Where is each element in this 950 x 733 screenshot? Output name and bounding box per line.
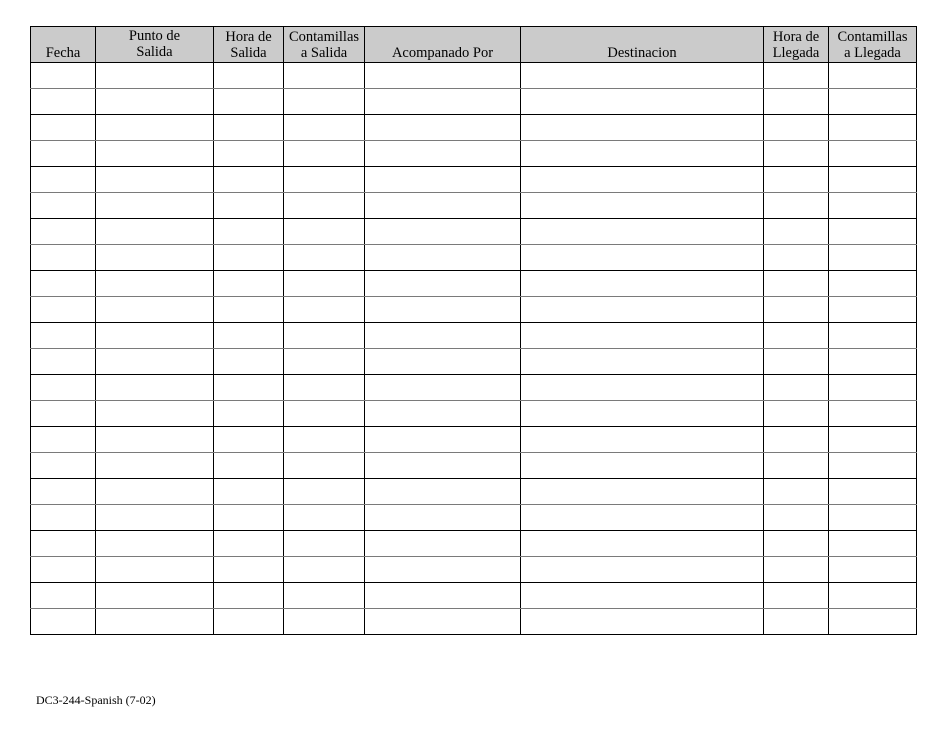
column-header-acompanado-por: Acompanado Por xyxy=(365,27,521,63)
entry-cell-fecha[interactable] xyxy=(31,297,96,323)
entry-cell-contamillas-llegada[interactable] xyxy=(829,271,917,297)
entry-cell-contamillas-salida[interactable] xyxy=(284,505,365,531)
entry-cell-destinacion[interactable] xyxy=(521,63,764,89)
entry-cell-contamillas-salida[interactable] xyxy=(284,609,365,635)
table-row xyxy=(31,63,917,89)
entry-cell-hora-salida[interactable] xyxy=(214,63,284,89)
entry-cell-acompanado[interactable] xyxy=(365,557,521,583)
entry-cell-acompanado[interactable] xyxy=(365,401,521,427)
entry-cell-acompanado[interactable] xyxy=(365,531,521,557)
entry-cell-contamillas-llegada[interactable] xyxy=(829,557,917,583)
entry-cell-hora-salida[interactable] xyxy=(214,297,284,323)
entry-cell-acompanado[interactable] xyxy=(365,375,521,401)
entry-cell-hora-salida[interactable] xyxy=(214,323,284,349)
entry-cell-contamillas-salida[interactable] xyxy=(284,531,365,557)
entry-cell-contamillas-salida[interactable] xyxy=(284,453,365,479)
entry-cell-acompanado[interactable] xyxy=(365,323,521,349)
column-header-contamillas-a-salida: Contamillas a Salida xyxy=(284,27,365,63)
entry-cell-destinacion[interactable] xyxy=(521,505,764,531)
entry-cell-contamillas-llegada[interactable] xyxy=(829,141,917,167)
entry-cell-acompanado[interactable] xyxy=(365,609,521,635)
entry-cell-hora-llegada[interactable] xyxy=(764,115,829,141)
entry-cell-fecha[interactable] xyxy=(31,401,96,427)
table-row xyxy=(31,479,917,505)
column-header-hora-de-llegada: Hora de Llegada xyxy=(764,27,829,63)
entry-cell-destinacion[interactable] xyxy=(521,609,764,635)
entry-cell-hora-llegada[interactable] xyxy=(764,141,829,167)
entry-cell-fecha[interactable] xyxy=(31,219,96,245)
entry-cell-fecha[interactable] xyxy=(31,609,96,635)
entry-cell-fecha[interactable] xyxy=(31,531,96,557)
entry-cell-contamillas-salida[interactable] xyxy=(284,323,365,349)
entry-cell-punto-salida[interactable] xyxy=(96,115,214,141)
entry-cell-hora-llegada[interactable] xyxy=(764,349,829,375)
entry-cell-acompanado[interactable] xyxy=(365,63,521,89)
entry-cell-contamillas-llegada[interactable] xyxy=(829,89,917,115)
entry-cell-hora-llegada[interactable] xyxy=(764,323,829,349)
entry-cell-fecha[interactable] xyxy=(31,349,96,375)
entry-cell-fecha[interactable] xyxy=(31,271,96,297)
table-row xyxy=(31,167,917,193)
table-row xyxy=(31,349,917,375)
entry-cell-contamillas-salida[interactable] xyxy=(284,349,365,375)
entry-cell-acompanado[interactable] xyxy=(365,89,521,115)
entry-cell-punto-salida[interactable] xyxy=(96,609,214,635)
entry-cell-fecha[interactable] xyxy=(31,89,96,115)
entry-cell-hora-llegada[interactable] xyxy=(764,583,829,609)
entry-cell-destinacion[interactable] xyxy=(521,323,764,349)
entry-cell-fecha[interactable] xyxy=(31,167,96,193)
entry-cell-punto-salida[interactable] xyxy=(96,375,214,401)
entry-cell-fecha[interactable] xyxy=(31,375,96,401)
entry-cell-destinacion[interactable] xyxy=(521,89,764,115)
table-row xyxy=(31,323,917,349)
entry-cell-contamillas-salida[interactable] xyxy=(284,219,365,245)
entry-cell-contamillas-salida[interactable] xyxy=(284,115,365,141)
entry-cell-acompanado[interactable] xyxy=(365,271,521,297)
entry-cell-hora-salida[interactable] xyxy=(214,219,284,245)
table-row xyxy=(31,505,917,531)
entry-cell-fecha[interactable] xyxy=(31,479,96,505)
column-header-destinacion: Destinacion xyxy=(521,27,764,63)
table-row xyxy=(31,557,917,583)
entry-cell-contamillas-llegada[interactable] xyxy=(829,479,917,505)
entry-cell-destinacion[interactable] xyxy=(521,141,764,167)
entry-cell-hora-salida[interactable] xyxy=(214,375,284,401)
entry-cell-punto-salida[interactable] xyxy=(96,193,214,219)
entry-cell-hora-llegada[interactable] xyxy=(764,531,829,557)
entry-cell-punto-salida[interactable] xyxy=(96,505,214,531)
entry-cell-punto-salida[interactable] xyxy=(96,453,214,479)
entry-cell-destinacion[interactable] xyxy=(521,115,764,141)
entry-cell-hora-salida[interactable] xyxy=(214,531,284,557)
entry-cell-contamillas-llegada[interactable] xyxy=(829,583,917,609)
entry-cell-destinacion[interactable] xyxy=(521,453,764,479)
entry-cell-contamillas-salida[interactable] xyxy=(284,193,365,219)
table-row xyxy=(31,427,917,453)
table-row xyxy=(31,141,917,167)
entry-cell-destinacion[interactable] xyxy=(521,349,764,375)
entry-cell-hora-llegada[interactable] xyxy=(764,219,829,245)
entry-cell-contamillas-salida[interactable] xyxy=(284,245,365,271)
entry-cell-hora-salida[interactable] xyxy=(214,427,284,453)
entry-cell-punto-salida[interactable] xyxy=(96,349,214,375)
entry-cell-contamillas-llegada[interactable] xyxy=(829,453,917,479)
entry-cell-hora-llegada[interactable] xyxy=(764,63,829,89)
entry-cell-hora-salida[interactable] xyxy=(214,583,284,609)
entry-cell-punto-salida[interactable] xyxy=(96,219,214,245)
entry-cell-contamillas-salida[interactable] xyxy=(284,557,365,583)
column-header-contamillas-a-llegada: Contamillas a Llegada xyxy=(829,27,917,63)
entry-cell-destinacion[interactable] xyxy=(521,297,764,323)
entry-cell-hora-llegada[interactable] xyxy=(764,297,829,323)
entry-cell-fecha[interactable] xyxy=(31,193,96,219)
entry-cell-punto-salida[interactable] xyxy=(96,297,214,323)
entry-cell-contamillas-llegada[interactable] xyxy=(829,505,917,531)
entry-cell-contamillas-llegada[interactable] xyxy=(829,427,917,453)
entry-cell-fecha[interactable] xyxy=(31,453,96,479)
entry-cell-hora-salida[interactable] xyxy=(214,557,284,583)
log-body xyxy=(31,63,917,635)
entry-cell-hora-llegada[interactable] xyxy=(764,245,829,271)
entry-cell-contamillas-salida[interactable] xyxy=(284,167,365,193)
entry-cell-contamillas-llegada[interactable] xyxy=(829,297,917,323)
entry-cell-contamillas-salida[interactable] xyxy=(284,427,365,453)
entry-cell-fecha[interactable] xyxy=(31,583,96,609)
entry-cell-hora-salida[interactable] xyxy=(214,115,284,141)
entry-cell-contamillas-salida[interactable] xyxy=(284,583,365,609)
entry-cell-destinacion[interactable] xyxy=(521,375,764,401)
entry-cell-contamillas-salida[interactable] xyxy=(284,479,365,505)
entry-cell-hora-llegada[interactable] xyxy=(764,167,829,193)
entry-cell-hora-llegada[interactable] xyxy=(764,505,829,531)
entry-cell-destinacion[interactable] xyxy=(521,479,764,505)
entry-cell-fecha[interactable] xyxy=(31,115,96,141)
form-number: DC3-244-Spanish (7-02) xyxy=(36,693,156,707)
entry-cell-hora-salida[interactable] xyxy=(214,453,284,479)
entry-cell-punto-salida[interactable] xyxy=(96,89,214,115)
table-row xyxy=(31,89,917,115)
table-row xyxy=(31,219,917,245)
entry-cell-contamillas-llegada[interactable] xyxy=(829,349,917,375)
header-row xyxy=(31,27,917,63)
entry-cell-fecha[interactable] xyxy=(31,505,96,531)
table-row xyxy=(31,297,917,323)
entry-cell-punto-salida[interactable] xyxy=(96,271,214,297)
entry-cell-contamillas-llegada[interactable] xyxy=(829,401,917,427)
entry-cell-contamillas-llegada[interactable] xyxy=(829,167,917,193)
entry-cell-hora-llegada[interactable] xyxy=(764,479,829,505)
entry-cell-hora-salida[interactable] xyxy=(214,505,284,531)
entry-cell-destinacion[interactable] xyxy=(521,245,764,271)
entry-cell-acompanado[interactable] xyxy=(365,167,521,193)
entry-cell-destinacion[interactable] xyxy=(521,557,764,583)
entry-cell-destinacion[interactable] xyxy=(521,271,764,297)
entry-cell-fecha[interactable] xyxy=(31,245,96,271)
entry-cell-acompanado[interactable] xyxy=(365,245,521,271)
column-header-fecha: Fecha xyxy=(31,27,96,63)
entry-cell-fecha[interactable] xyxy=(31,557,96,583)
entry-cell-acompanado[interactable] xyxy=(365,479,521,505)
entry-cell-contamillas-salida[interactable] xyxy=(284,401,365,427)
entry-cell-contamillas-llegada[interactable] xyxy=(829,245,917,271)
entry-cell-contamillas-llegada[interactable] xyxy=(829,609,917,635)
entry-cell-acompanado[interactable] xyxy=(365,141,521,167)
entry-cell-acompanado[interactable] xyxy=(365,427,521,453)
entry-cell-contamillas-salida[interactable] xyxy=(284,271,365,297)
entry-cell-punto-salida[interactable] xyxy=(96,141,214,167)
entry-cell-destinacion[interactable] xyxy=(521,401,764,427)
entry-cell-hora-salida[interactable] xyxy=(214,479,284,505)
entry-cell-hora-salida[interactable] xyxy=(214,167,284,193)
entry-cell-punto-salida[interactable] xyxy=(96,167,214,193)
table-row xyxy=(31,531,917,557)
entry-cell-contamillas-llegada[interactable] xyxy=(829,375,917,401)
entry-cell-fecha[interactable] xyxy=(31,63,96,89)
column-header-punto-de-salida: Punto de Salida xyxy=(96,27,214,63)
entry-cell-hora-salida[interactable] xyxy=(214,89,284,115)
entry-cell-fecha[interactable] xyxy=(31,323,96,349)
table-row xyxy=(31,583,917,609)
table-row xyxy=(31,193,917,219)
entry-cell-destinacion[interactable] xyxy=(521,427,764,453)
entry-cell-punto-salida[interactable] xyxy=(96,557,214,583)
table-row xyxy=(31,245,917,271)
entry-cell-destinacion[interactable] xyxy=(521,219,764,245)
entry-cell-contamillas-llegada[interactable] xyxy=(829,323,917,349)
entry-cell-contamillas-salida[interactable] xyxy=(284,297,365,323)
entry-cell-contamillas-llegada[interactable] xyxy=(829,193,917,219)
entry-cell-hora-llegada[interactable] xyxy=(764,557,829,583)
entry-cell-hora-llegada[interactable] xyxy=(764,401,829,427)
entry-cell-punto-salida[interactable] xyxy=(96,583,214,609)
entry-cell-acompanado[interactable] xyxy=(365,583,521,609)
entry-cell-destinacion[interactable] xyxy=(521,583,764,609)
entry-cell-contamillas-llegada[interactable] xyxy=(829,219,917,245)
entry-cell-contamillas-salida[interactable] xyxy=(284,89,365,115)
table-row xyxy=(31,401,917,427)
entry-cell-acompanado[interactable] xyxy=(365,193,521,219)
entry-cell-hora-salida[interactable] xyxy=(214,141,284,167)
entry-cell-acompanado[interactable] xyxy=(365,453,521,479)
entry-cell-fecha[interactable] xyxy=(31,141,96,167)
entry-cell-hora-salida[interactable] xyxy=(214,401,284,427)
entry-cell-destinacion[interactable] xyxy=(521,531,764,557)
entry-cell-destinacion[interactable] xyxy=(521,193,764,219)
entry-cell-punto-salida[interactable] xyxy=(96,323,214,349)
entry-cell-contamillas-llegada[interactable] xyxy=(829,63,917,89)
entry-cell-punto-salida[interactable] xyxy=(96,401,214,427)
entry-cell-hora-salida[interactable] xyxy=(214,271,284,297)
entry-cell-hora-llegada[interactable] xyxy=(764,375,829,401)
entry-cell-hora-llegada[interactable] xyxy=(764,427,829,453)
entry-cell-contamillas-salida[interactable] xyxy=(284,63,365,89)
table-row xyxy=(31,115,917,141)
column-header-hora-de-salida: Hora de Salida xyxy=(214,27,284,63)
entry-cell-hora-llegada[interactable] xyxy=(764,453,829,479)
mileage-log-table xyxy=(30,26,917,635)
entry-cell-punto-salida[interactable] xyxy=(96,531,214,557)
entry-cell-hora-salida[interactable] xyxy=(214,349,284,375)
entry-cell-hora-salida[interactable] xyxy=(214,609,284,635)
entry-cell-punto-salida[interactable] xyxy=(96,479,214,505)
entry-cell-hora-llegada[interactable] xyxy=(764,89,829,115)
entry-cell-hora-salida[interactable] xyxy=(214,193,284,219)
table-row xyxy=(31,453,917,479)
entry-cell-contamillas-llegada[interactable] xyxy=(829,115,917,141)
entry-cell-hora-llegada[interactable] xyxy=(764,271,829,297)
entry-cell-acompanado[interactable] xyxy=(365,297,521,323)
entry-cell-contamillas-llegada[interactable] xyxy=(829,531,917,557)
entry-cell-hora-salida[interactable] xyxy=(214,245,284,271)
entry-cell-punto-salida[interactable] xyxy=(96,63,214,89)
table-row xyxy=(31,271,917,297)
entry-cell-acompanado[interactable] xyxy=(365,115,521,141)
entry-cell-contamillas-salida[interactable] xyxy=(284,141,365,167)
entry-cell-fecha[interactable] xyxy=(31,427,96,453)
entry-cell-hora-llegada[interactable] xyxy=(764,193,829,219)
entry-cell-hora-llegada[interactable] xyxy=(764,609,829,635)
entry-cell-acompanado[interactable] xyxy=(365,349,521,375)
entry-cell-acompanado[interactable] xyxy=(365,505,521,531)
table-row xyxy=(31,609,917,635)
entry-cell-punto-salida[interactable] xyxy=(96,245,214,271)
entry-cell-acompanado[interactable] xyxy=(365,219,521,245)
table-row xyxy=(31,375,917,401)
entry-cell-contamillas-salida[interactable] xyxy=(284,375,365,401)
entry-cell-destinacion[interactable] xyxy=(521,167,764,193)
entry-cell-punto-salida[interactable] xyxy=(96,427,214,453)
